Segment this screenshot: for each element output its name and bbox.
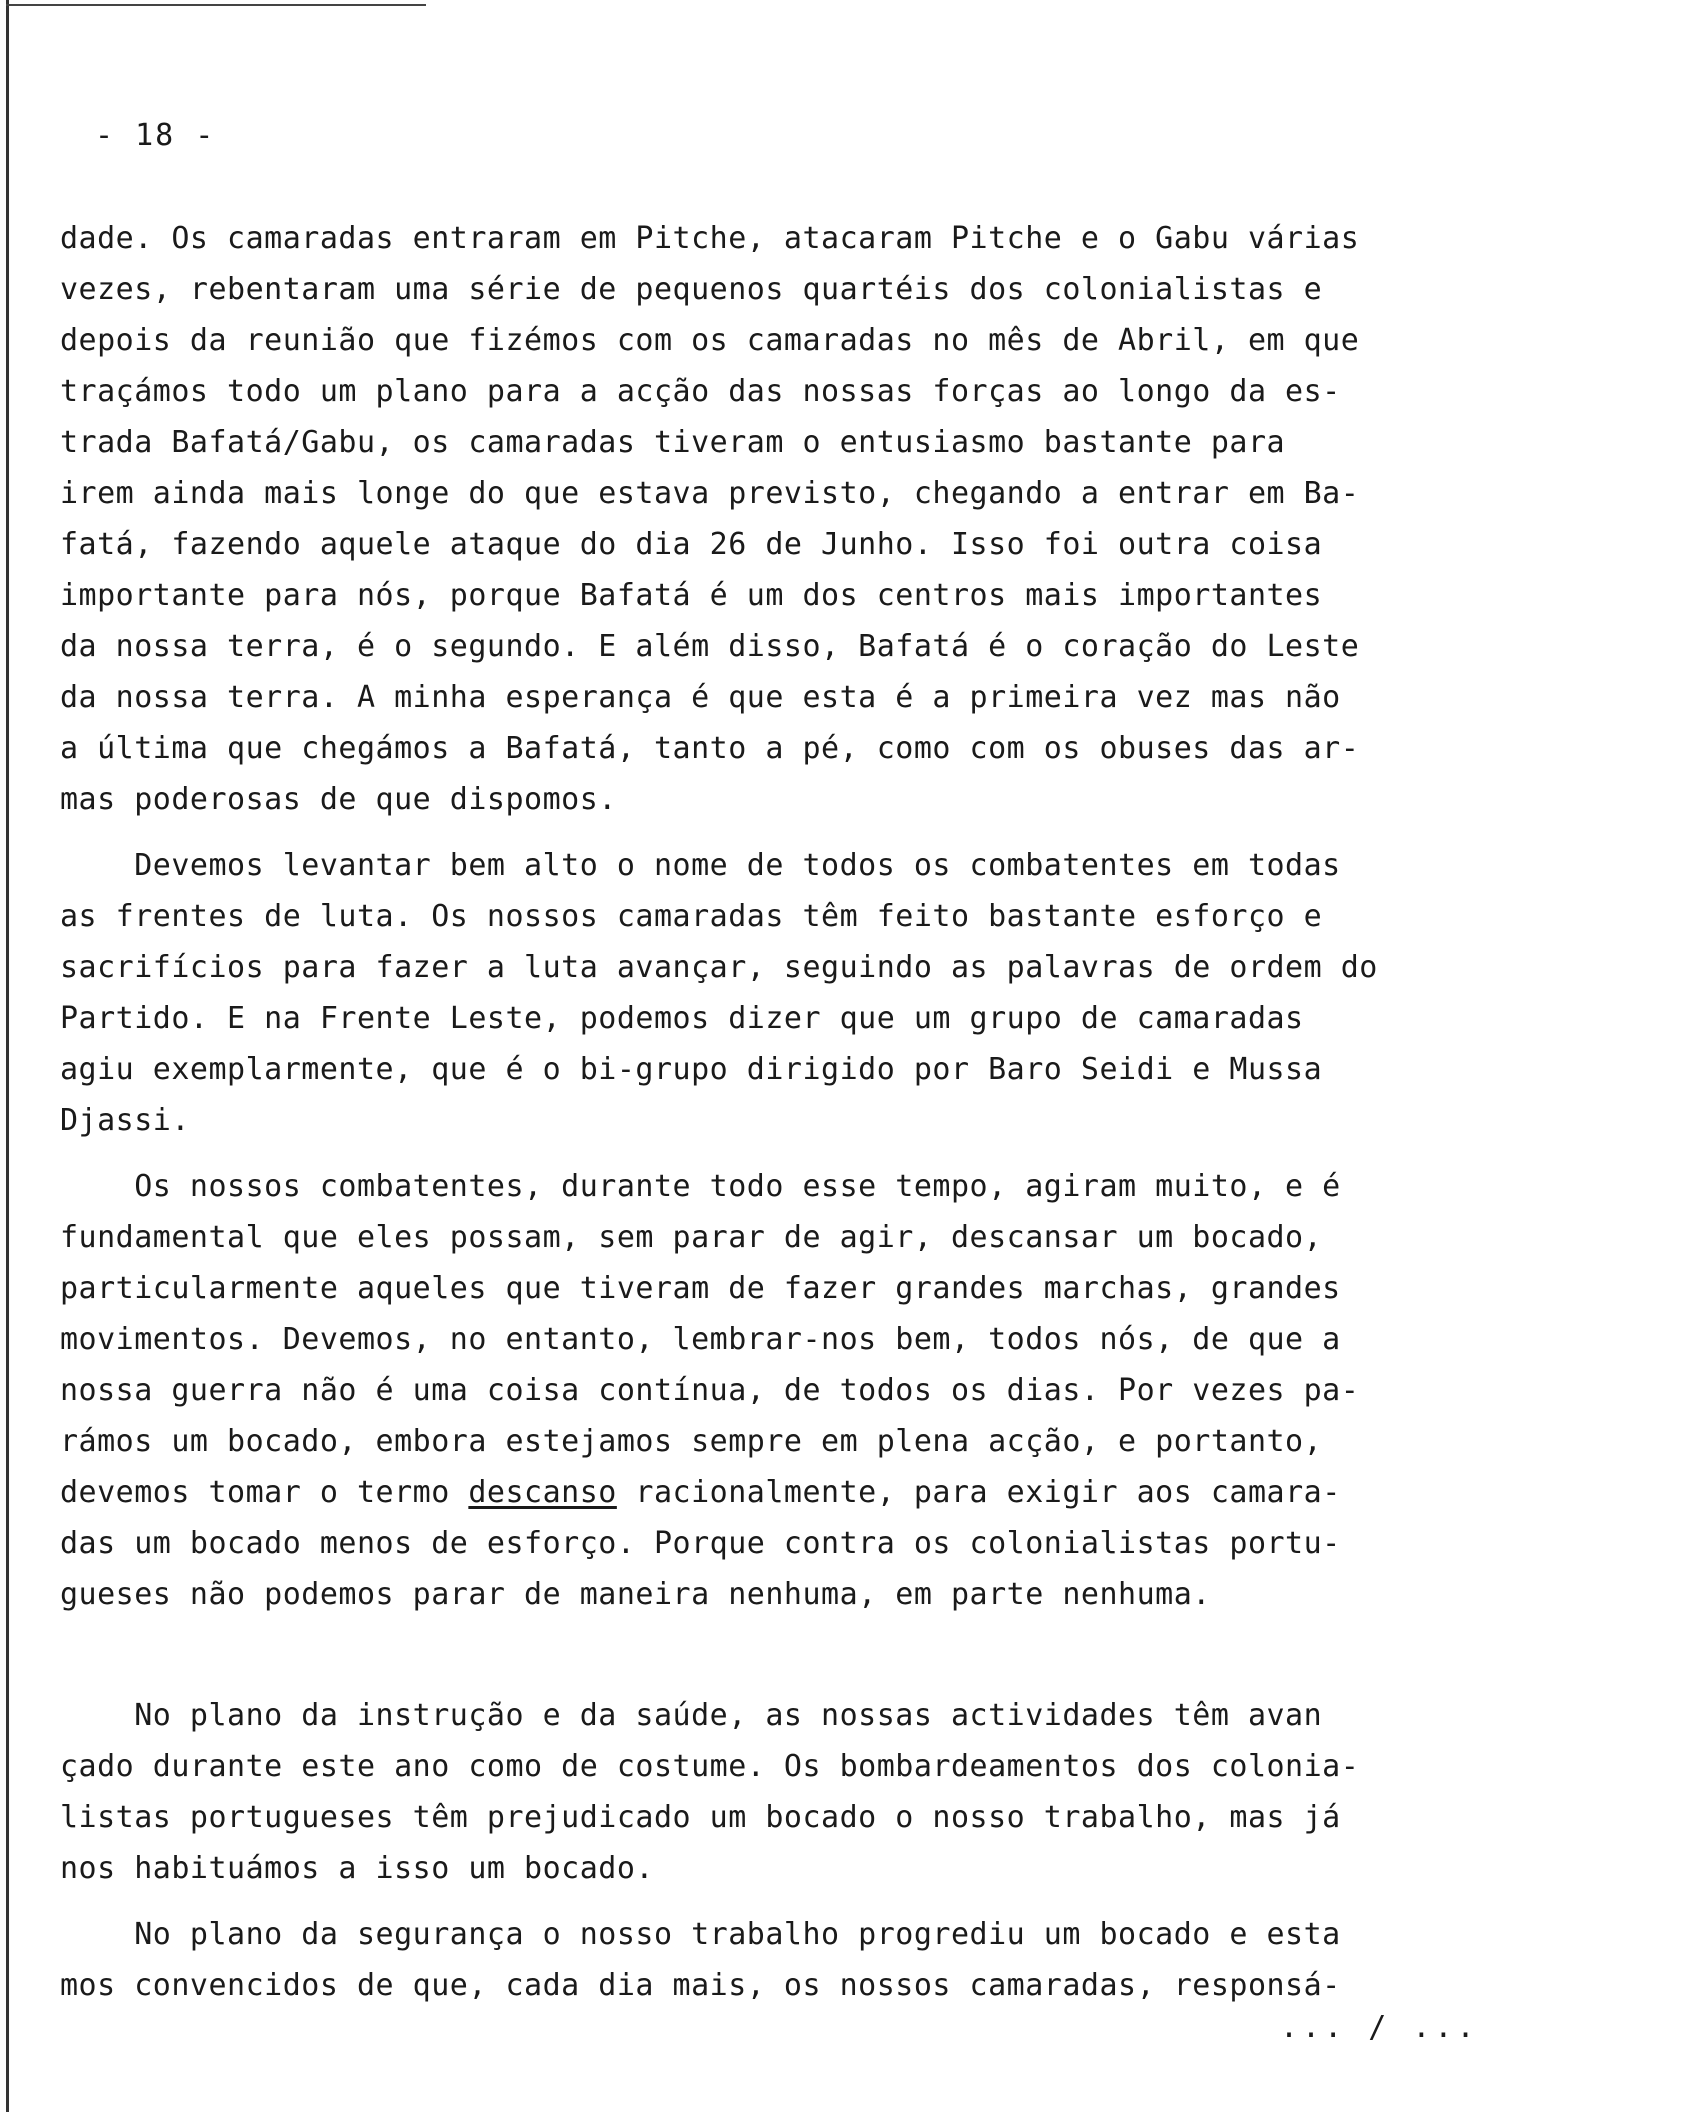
text-line: mas poderosas de que dispomos.	[60, 782, 617, 817]
text-line: mos convencidos de que, cada dia mais, os nossos camaradas, responsá-	[60, 1968, 1341, 2003]
text-line: devemos tomar o termo descanso racionalmente, para exigir aos camara-	[60, 1475, 1341, 1510]
text-line: as frentes de luta. Os nossos camaradas têm feito bastante esforço e	[60, 899, 1323, 934]
text-line: das um bocado menos de esforço. Porque contra os colonialistas portu-	[60, 1526, 1341, 1561]
text-line: No plano da segurança o nosso trabalho progrediu um bocado e esta	[60, 1917, 1341, 1952]
text-line: depois da reunião que fizémos com os camaradas no mês de Abril, em que	[60, 323, 1360, 358]
page-top-edge	[6, 4, 426, 6]
text-line: sacrifícios para fazer a luta avançar, seguindo as palavras de ordem do	[60, 950, 1378, 985]
paragraph-3	[60, 1161, 1520, 1620]
text-line: traçámos todo um plano para a acção das nossas forças ao longo da es-	[60, 374, 1341, 409]
text-line: vezes, rebentaram uma série de pequenos quartéis dos colonialistas e	[60, 272, 1323, 307]
text-line: da nossa terra. A minha esperança é que esta é a primeira vez mas não	[60, 680, 1341, 715]
text-line: Os nossos combatentes, durante todo esse tempo, agiram muito, e é	[60, 1169, 1341, 1204]
text-line: trada Bafatá/Gabu, os camaradas tiveram o entusiasmo bastante para	[60, 425, 1286, 460]
text-line: Devemos levantar bem alto o nome de todos os combatentes em todas	[60, 848, 1341, 883]
text-line: çado durante este ano como de costume. Os bombardeamentos dos colonia-	[60, 1749, 1360, 1784]
text-line: Djassi.	[60, 1103, 190, 1138]
text-line: particularmente aqueles que tiveram de fazer grandes marchas, grandes	[60, 1271, 1341, 1306]
paragraph-1	[60, 213, 1520, 825]
text-line: rámos um bocado, embora estejamos sempre em plena acção, e portanto,	[60, 1424, 1323, 1459]
text-line: da nossa terra, é o segundo. E além disso, Bafatá é o coração do Leste	[60, 629, 1360, 664]
text-line: No plano da instrução e da saúde, as nossas actividades têm avan	[60, 1698, 1323, 1733]
continuation-marker: ... / ...	[1280, 2010, 1479, 2045]
text-line: Partido. E na Frente Leste, podemos dizer que um grupo de camaradas	[60, 1001, 1304, 1036]
text-line: agiu exemplarmente, que é o bi-grupo dirigido por Baro Seidi e Mussa	[60, 1052, 1323, 1087]
paragraph-2	[60, 840, 1520, 1146]
text-line: listas portugueses têm prejudicado um bocado o nosso trabalho, mas já	[60, 1800, 1341, 1835]
text-line: fundamental que eles possam, sem parar de agir, descansar um bocado,	[60, 1220, 1323, 1255]
text-line: irem ainda mais longe do que estava previsto, chegando a entrar em Ba-	[60, 476, 1360, 511]
page-left-edge	[6, 0, 9, 2112]
document-body	[60, 213, 1520, 2011]
text-line: dade. Os camaradas entraram em Pitche, atacaram Pitche e o Gabu várias	[60, 221, 1360, 256]
text-line: fatá, fazendo aquele ataque do dia 26 de Junho. Isso foi outra coisa	[60, 527, 1323, 562]
underlined-term: descanso	[468, 1475, 617, 1510]
text-line: gueses não podemos parar de maneira nenhuma, em parte nenhuma.	[60, 1577, 1211, 1612]
text-line: importante para nós, porque Bafatá é um dos centros mais importantes	[60, 578, 1323, 613]
paragraph-4	[60, 1690, 1520, 1894]
paragraph-5	[60, 1909, 1520, 2011]
text-line: a última que chegámos a Bafatá, tanto a pé, como com os obuses das ar-	[60, 731, 1360, 766]
page-number: - 18 -	[95, 118, 216, 153]
text-line: nossa guerra não é uma coisa contínua, de todos os dias. Por vezes pa-	[60, 1373, 1360, 1408]
text-line: nos habituámos a isso um bocado.	[60, 1851, 654, 1886]
text-line: movimentos. Devemos, no entanto, lembrar-nos bem, todos nós, de que a	[60, 1322, 1341, 1357]
